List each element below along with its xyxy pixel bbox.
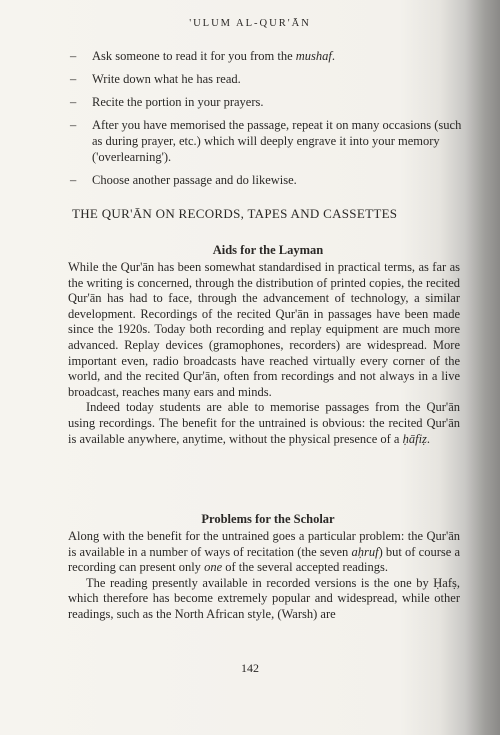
italic-term: one xyxy=(204,560,223,575)
list-item xyxy=(70,71,465,87)
list-item-text: Choose another passage and do likewise. xyxy=(92,173,297,187)
text-run: Ask someone to read it for you from the xyxy=(92,49,296,63)
text-run: ) but of course a recording can present only xyxy=(68,544,460,575)
subheading-layman: Aids for the Layman xyxy=(212,243,324,257)
italic-term: aḥruf xyxy=(351,544,379,559)
bullet-dash: – xyxy=(70,118,77,132)
paragraph xyxy=(68,529,460,576)
text-run: Along with the benefit for the untrained goes a particular problem: the Qur'ān is available in a number of ways of recitation (the seven xyxy=(68,529,460,559)
paragraph: The reading presently available in recorded versions is the one by Ḥafṣ, which therefore has become extremely popular and widespread, while other readings, such as the North African style, (Warsh) are xyxy=(68,575,460,621)
layman-body xyxy=(68,260,460,447)
paragraph: While the Qur'ān has been somewhat standardised in practical terms, as far as the writing is concerned, through the distribution of printed copies, the recited Qur'ān has had to face, through the advancement of technology, a similar development. Recordings of the recited Qur'ān in passages have been made since the 1920s. Today both recording and replay equipment are much more advanced. Replay devices (gramophones, recorders) are widespread. More important even, radio broadcasts have reached virtually every corner of the world, and the recited Qur'ān, often from recordings and not always in a live broadcast, reaches many ears and minds. xyxy=(68,260,460,399)
italic-term: ḥāfiẓ xyxy=(402,431,427,446)
bullet-dash: – xyxy=(70,173,77,187)
text-run: . xyxy=(331,49,336,63)
running-head: 'ULUM AL-QUR'ĀN xyxy=(189,18,311,29)
list-item-text xyxy=(92,48,465,64)
list-item-text: Recite the portion in your prayers. xyxy=(92,95,264,109)
text-run: . xyxy=(426,431,431,446)
list-item-text: After you have memorised the passage, repeat it on many occasions (such as during prayer, etc.) which will deeply engrave it into your memory ('overlearning'). xyxy=(92,118,462,164)
bullet-dash: – xyxy=(70,49,77,63)
bullet-list xyxy=(70,48,465,195)
bullet-dash: – xyxy=(70,72,77,86)
list-item xyxy=(70,94,465,110)
list-item-text: Write down what he has read. xyxy=(92,72,241,86)
paragraph xyxy=(68,400,460,447)
text-run: of the several accepted readings. xyxy=(222,560,389,575)
text-run: Indeed today students are able to memorise passages from the Qur'ān using recordings. The benefit for the untrained is obvious: the recited Qur'ān is available anywhere, anytime, without the physical presence of a xyxy=(68,400,460,446)
subheading-scholar: Problems for the Scholar xyxy=(201,512,335,526)
list-item xyxy=(70,48,465,64)
scholar-body xyxy=(68,529,460,623)
list-item xyxy=(70,172,465,188)
bullet-dash: – xyxy=(70,95,77,109)
section-heading: THE QUR'ĀN ON RECORDS, TAPES AND CASSETTES xyxy=(72,206,398,221)
list-item xyxy=(70,117,465,165)
page-number: 142 xyxy=(241,661,259,675)
italic-term: mushaf xyxy=(295,49,332,63)
